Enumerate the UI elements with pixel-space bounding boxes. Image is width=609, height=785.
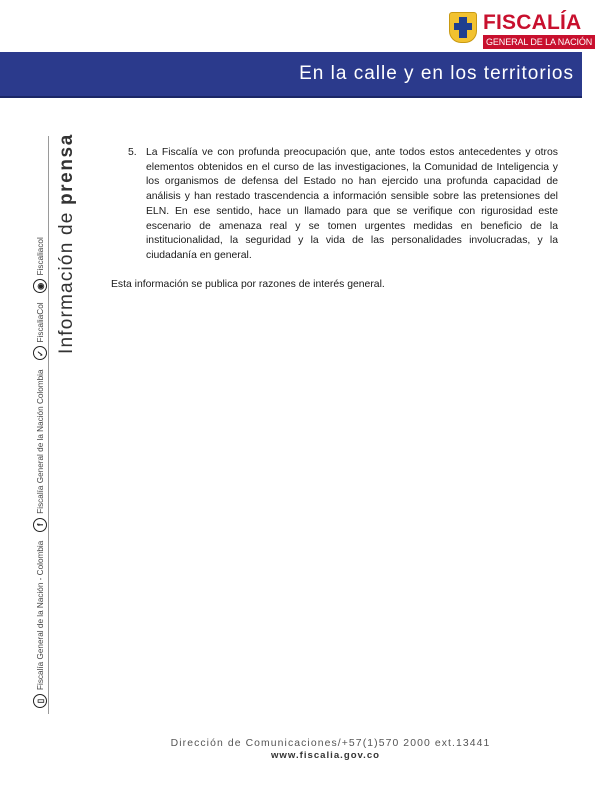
coat-of-arms-icon bbox=[449, 12, 477, 43]
twitter-icon[interactable]: ✓ bbox=[33, 346, 47, 360]
footer-website-link[interactable]: www.fiscalia.gov.co bbox=[270, 750, 381, 761]
logo-subtitle: GENERAL DE LA NACIÓN bbox=[483, 35, 595, 49]
facebook-icon[interactable]: f bbox=[33, 518, 47, 532]
header-banner bbox=[0, 52, 582, 98]
mobile-icon: ▯ bbox=[33, 694, 47, 708]
social-sidebar bbox=[31, 134, 49, 712]
banner-title: En la calle y en los territorios bbox=[299, 63, 574, 84]
list-item bbox=[128, 146, 558, 264]
footer bbox=[0, 738, 609, 761]
footer-contact: Dirección de Comunicaciones/+57(1)570 2000 ext.13441 bbox=[170, 738, 491, 749]
sidebar-label-twitter[interactable]: FiscaliaCol bbox=[35, 302, 45, 343]
instagram-icon[interactable]: ◉ bbox=[33, 279, 47, 293]
logo-title: FISCALÍA bbox=[483, 11, 582, 34]
item-text: La Fiscalía ve con profunda preocupación que, ante todos estos antecedentes y otros elementos obtenidos en el curso de las investigaciones, la Comunidad de Inteligencia y los organismos de defensa del Estado no han ejercido una profunda capacidad de análisis y han restado trascendencia a información sensible sobre las pretensiones del ELN. En ese sentido, hace un llamado para que se verifique con rigurosidad este escenario de amenaza real y se tomen urgentes medidas en beneficio de la institucionalidad, la seguridad y la vida de las personalidades involucradas, y la ciudadanía en general. bbox=[146, 147, 558, 261]
item-number: 5. bbox=[128, 147, 137, 158]
sidebar-label-org: Fiscalía General de la Nación - Colombia bbox=[35, 540, 45, 690]
press-label bbox=[56, 124, 82, 354]
press-label-light: Información de bbox=[56, 211, 77, 354]
logo-text bbox=[483, 12, 595, 49]
sidebar-label-instagram[interactable]: Fiscaliacol bbox=[35, 237, 45, 276]
press-label-bold: prensa bbox=[56, 133, 77, 206]
fiscalia-logo bbox=[449, 12, 595, 49]
sidebar-label-facebook[interactable]: Fiscalía General de la Nación Colombia bbox=[35, 369, 45, 514]
public-interest-note: Esta información se publica por razones de interés general. bbox=[111, 279, 385, 290]
